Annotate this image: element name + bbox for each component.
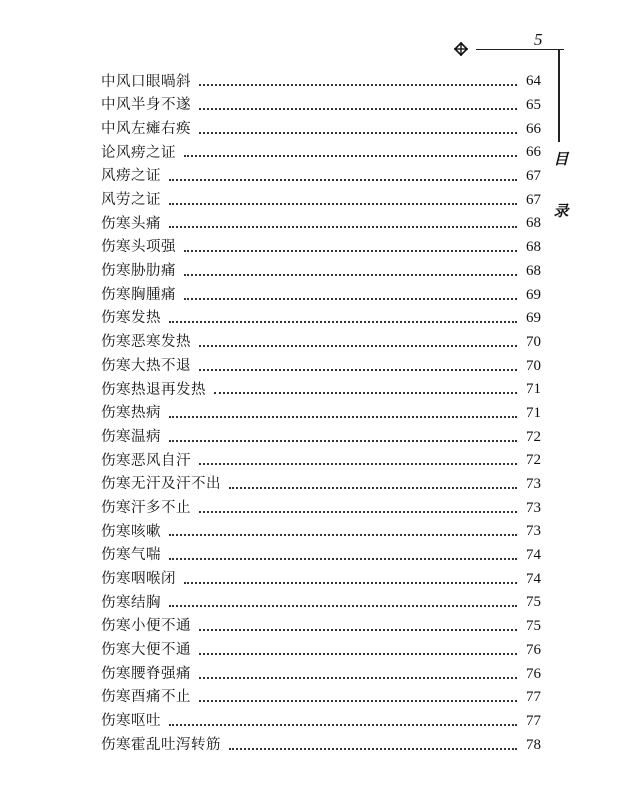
toc-entry[interactable]: [101, 520, 541, 544]
toc-entry-page: 68: [526, 239, 541, 256]
toc-entry-title: 伤寒腰脊强痛: [101, 665, 191, 682]
dot-leader: [169, 557, 517, 560]
dot-leader: [184, 273, 517, 276]
toc-entry-page: 73: [526, 523, 541, 540]
dot-leader: [199, 652, 517, 655]
dot-leader: [199, 510, 517, 513]
dot-leader: [199, 131, 517, 134]
toc-entry-page: 68: [526, 215, 541, 232]
table-of-contents: [101, 70, 541, 757]
toc-entry-title: 伤寒胸腫痛: [101, 286, 176, 303]
side-rule: [558, 49, 560, 142]
toc-entry-page: 77: [526, 712, 541, 729]
toc-entry-page: 73: [526, 499, 541, 516]
toc-entry-title: 伤寒咽喉闭: [101, 571, 176, 588]
toc-entry-page: 72: [526, 452, 541, 469]
section-label-char-2: 录: [553, 202, 569, 220]
toc-entry-title: 伤寒呕吐: [101, 713, 161, 730]
toc-entry[interactable]: [101, 378, 541, 402]
dot-leader: [214, 391, 517, 394]
toc-entry-title: 伤寒无汗及汗不出: [101, 476, 221, 493]
toc-entry-page: 76: [526, 641, 541, 658]
dot-leader: [184, 154, 517, 157]
toc-entry-title: 伤寒温病: [101, 428, 161, 445]
dot-leader: [169, 439, 517, 442]
toc-entry[interactable]: [101, 165, 541, 189]
toc-entry-page: 78: [526, 736, 541, 753]
toc-entry[interactable]: [101, 496, 541, 520]
page-number: 5: [534, 30, 543, 49]
toc-entry[interactable]: [101, 591, 541, 615]
header-rule: [476, 49, 564, 50]
toc-entry-title: 中风半身不遂: [101, 97, 191, 114]
dot-leader: [199, 676, 517, 679]
toc-entry-title: 伤寒恶寒发热: [101, 334, 191, 351]
toc-entry-page: 67: [526, 191, 541, 208]
toc-entry-title: 伤寒结胸: [101, 594, 161, 611]
toc-entry-title: 伤寒热病: [101, 405, 161, 422]
toc-entry[interactable]: [101, 354, 541, 378]
dot-leader: [169, 202, 517, 205]
toc-entry-title: 伤寒气喘: [101, 547, 161, 564]
section-label-char-1: 目: [553, 150, 569, 168]
toc-entry[interactable]: [101, 307, 541, 331]
toc-entry-page: 75: [526, 594, 541, 611]
toc-entry[interactable]: [101, 212, 541, 236]
toc-entry-page: 74: [526, 547, 541, 564]
toc-entry[interactable]: [101, 662, 541, 686]
dot-leader: [199, 368, 517, 371]
dot-leader: [184, 249, 517, 252]
toc-entry-title: 伤寒头项强: [101, 239, 176, 256]
dot-leader: [199, 462, 517, 465]
toc-entry[interactable]: [101, 473, 541, 497]
toc-entry-page: 70: [526, 333, 541, 350]
toc-entry-title: 伤寒发热: [101, 310, 161, 327]
toc-entry-title: 伤寒霍乱吐泻转筋: [101, 736, 221, 753]
dot-leader: [169, 604, 517, 607]
toc-entry-page: 69: [526, 310, 541, 327]
toc-entry-title: 论风痨之证: [101, 144, 176, 161]
toc-entry[interactable]: [101, 544, 541, 568]
toc-entry[interactable]: [101, 639, 541, 663]
toc-entry-page: 64: [526, 73, 541, 90]
diamond-crosshair-icon: [454, 42, 468, 56]
dot-leader: [199, 344, 517, 347]
toc-entry-title: 伤寒热退再发热: [101, 381, 206, 398]
toc-entry-title: 中风左瘫右痪: [101, 120, 191, 137]
toc-entry[interactable]: [101, 117, 541, 141]
toc-entry-page: 75: [526, 618, 541, 635]
toc-entry[interactable]: [101, 141, 541, 165]
toc-entry-page: 73: [526, 476, 541, 493]
toc-entry[interactable]: [101, 236, 541, 260]
toc-entry-page: 66: [526, 144, 541, 161]
toc-entry-title: 伤寒头痛: [101, 215, 161, 232]
toc-entry-page: 69: [526, 286, 541, 303]
toc-entry[interactable]: [101, 331, 541, 355]
toc-entry[interactable]: [101, 449, 541, 473]
toc-entry-page: 71: [526, 404, 541, 421]
toc-entry-title: 伤寒大热不退: [101, 357, 191, 374]
dot-leader: [229, 486, 517, 489]
toc-entry-page: 65: [526, 97, 541, 114]
dot-leader: [199, 699, 517, 702]
dot-leader: [169, 178, 517, 181]
toc-entry[interactable]: [101, 70, 541, 94]
toc-entry-title: 伤寒小便不通: [101, 618, 191, 635]
toc-entry-title: 风痨之证: [101, 168, 161, 185]
toc-entry[interactable]: [101, 686, 541, 710]
toc-entry[interactable]: [101, 733, 541, 757]
dot-leader: [199, 83, 517, 86]
toc-entry[interactable]: [101, 425, 541, 449]
dot-leader: [199, 628, 517, 631]
dot-leader: [169, 225, 517, 228]
toc-entry-title: 伤寒恶风自汗: [101, 452, 191, 469]
dot-leader: [169, 415, 517, 418]
toc-entry-title: 中风口眼喎斜: [101, 73, 191, 90]
toc-entry[interactable]: [101, 710, 541, 734]
toc-entry[interactable]: [101, 283, 541, 307]
toc-entry-title: 风劳之证: [101, 192, 161, 209]
toc-entry-title: 伤寒咳嗽: [101, 523, 161, 540]
toc-entry-page: 66: [526, 120, 541, 137]
toc-entry-title: 伤寒酉痛不止: [101, 689, 191, 706]
dot-leader: [184, 297, 517, 300]
toc-entry-page: 68: [526, 262, 541, 279]
toc-entry-page: 77: [526, 689, 541, 706]
toc-entry-title: 伤寒汗多不止: [101, 499, 191, 516]
toc-entry-title: 伤寒胁肋痛: [101, 263, 176, 280]
toc-entry-page: 76: [526, 665, 541, 682]
toc-entry[interactable]: [101, 402, 541, 426]
toc-entry-page: 72: [526, 428, 541, 445]
dot-leader: [169, 320, 517, 323]
toc-entry-page: 71: [526, 381, 541, 398]
toc-entry[interactable]: [101, 260, 541, 284]
toc-entry-title: 伤寒大便不通: [101, 642, 191, 659]
dot-leader: [169, 723, 517, 726]
toc-entry[interactable]: [101, 615, 541, 639]
toc-entry-page: 74: [526, 570, 541, 587]
toc-entry[interactable]: [101, 567, 541, 591]
toc-entry-page: 67: [526, 168, 541, 185]
dot-leader: [199, 107, 517, 110]
dot-leader: [229, 747, 517, 750]
toc-entry[interactable]: [101, 188, 541, 212]
toc-entry-page: 70: [526, 357, 541, 374]
dot-leader: [169, 533, 517, 536]
dot-leader: [184, 581, 517, 584]
toc-entry[interactable]: [101, 94, 541, 118]
